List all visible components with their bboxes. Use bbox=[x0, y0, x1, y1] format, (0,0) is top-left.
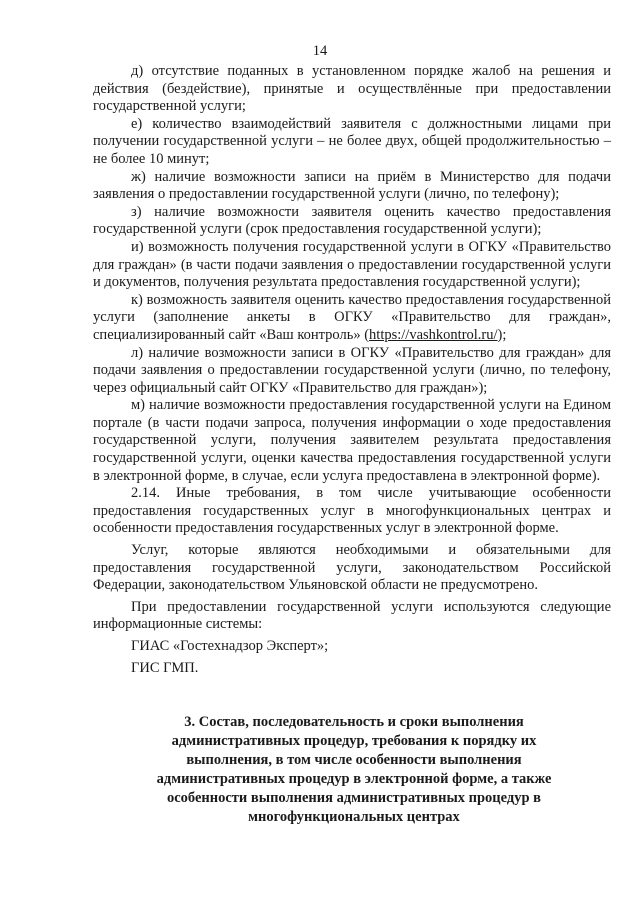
item-m: м) наличие возможности предоставления государственной услуги на Едином портале (в части подачи запроса, получения информации о ходе предоставления государственной услуги, получения заявителем результата предоставления государственной услуги, оценки качества предоставления государственной услуги в электронной форме, в случае, если услуга предоставлена в электронной форме). bbox=[93, 397, 611, 484]
page-number: 14 bbox=[312, 43, 328, 59]
item-e: е) количество взаимодействий заявителя с должностными лицами при получении государственной услуги – не более двух, общей продолжительностью – не более 10 минут; bbox=[93, 115, 611, 167]
item-z: з) наличие возможности заявителя оценить качество предоставления государственной услуги (срок предоставления государственной услуги); bbox=[93, 203, 611, 238]
item-k-text: к) возможность заявителя оценить качество предоставления государственной услуги (заполнение анкеты в ОГКУ «Правительство для граждан», специализированный сайт «Ваш контроль» ( bbox=[93, 291, 611, 343]
item-l: л) наличие возможности записи в ОГКУ «Правительство для граждан» для подачи заявления о предоставлении государственной услуги (лично, по телефону, через официальный сайт ОГКУ «Правительство для граждан»); bbox=[93, 344, 611, 396]
item-d: д) отсутствие поданных в установленном порядке жалоб на решения и действия (бездействие), принятые и осуществлённые при предоставлении государственной услуги; bbox=[93, 63, 611, 115]
item-zh: ж) наличие возможности записи на приём в Министерство для подачи заявления о предоставлении государственной услуги (лично, по телефону); bbox=[93, 168, 611, 203]
services-paragraph: Услуг, которые являются необходимыми и обязательными для предоставления государственной услуги, законодательством Российской Федерации, законодательством Ульяновской области не предусмотрено. bbox=[93, 542, 611, 594]
system-gis-gmp: ГИС ГМП. bbox=[131, 659, 199, 676]
system-giass: ГИАС «Гостехнадзор Эксперт»; bbox=[131, 638, 329, 654]
item-k bbox=[93, 292, 611, 345]
document-body bbox=[93, 63, 611, 677]
item-i: и) возможность получения государственной услуги в ОГКУ «Правительство для граждан» (в части подачи заявления о предоставлении государственной услуги и документов, получения результата предоставления государственной услуги); bbox=[93, 238, 611, 291]
section-2-14: 2.14. Иные требования, в том числе учитывающие особенности предоставления государственных услуг в многофункциональных центрах и особенности предоставления государственных услуг в электронной форме. bbox=[93, 485, 611, 537]
section-3-heading: 3. Состав, последовательность и сроки выполнения административных процедур, требования к порядку их выполнения, в том числе особенности выполнения административных процедур в электронной форме, а также особенности выполнения административных процедур в многофункциональных центрах bbox=[156, 714, 552, 825]
vashkontrol-link[interactable]: https://vashkontrol.ru/ bbox=[369, 326, 498, 343]
item-k-end: ); bbox=[497, 326, 507, 343]
systems-intro: При предоставлении государственной услуги используются следующие информационные системы: bbox=[93, 598, 611, 633]
